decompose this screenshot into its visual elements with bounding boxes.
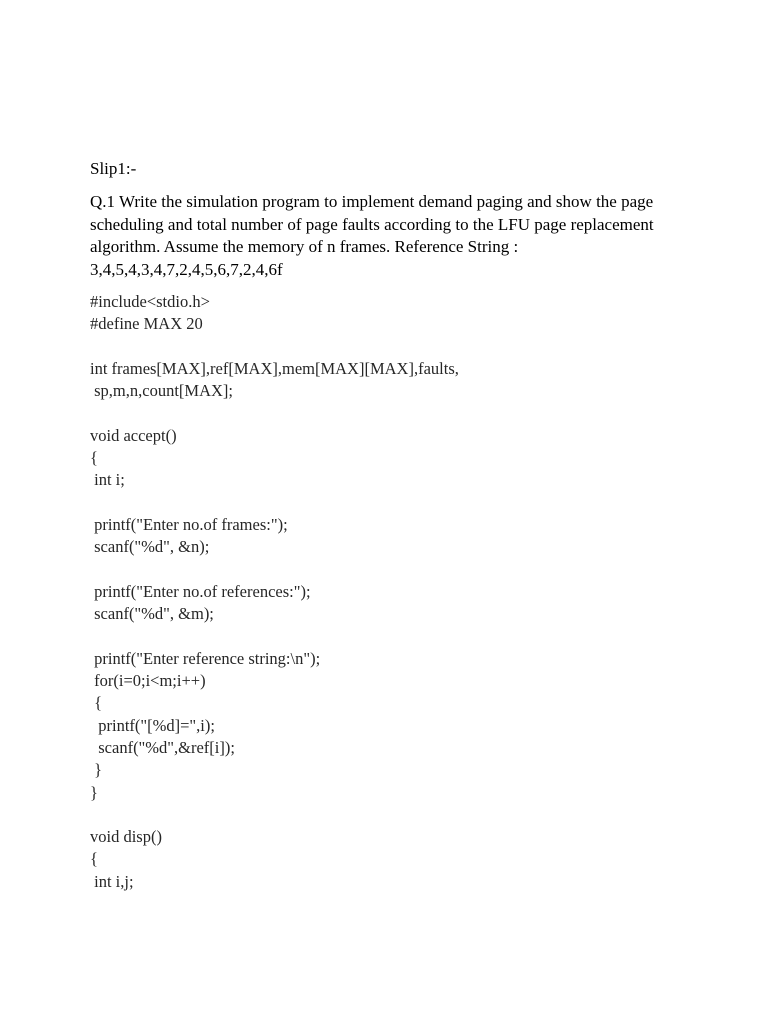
code-line: int i;: [90, 470, 125, 490]
code-line: [90, 625, 459, 647]
code-line: {: [90, 693, 103, 713]
code-line: printf("[%d]=",i);: [90, 715, 215, 735]
code-line: [90, 402, 459, 424]
code-line: printf("Enter reference string:\n");: [90, 648, 321, 668]
code-block: [90, 291, 459, 893]
code-line: scanf("%d", &n);: [90, 537, 210, 557]
code-line: printf("Enter no.of references:");: [90, 581, 311, 601]
code-line: }: [90, 782, 98, 802]
code-line: int i,j;: [90, 871, 134, 891]
question-line: Q.1 Write the simulation program to implement demand paging and show the page: [90, 192, 654, 211]
question-text: [90, 191, 690, 281]
code-line: int frames[MAX],ref[MAX],mem[MAX][MAX],faults,: [90, 358, 459, 378]
code-line: for(i=0;i<m;i++): [90, 671, 206, 691]
code-line: #include<stdio.h>: [90, 292, 210, 311]
code-line: void accept(): [90, 425, 177, 445]
question-line: scheduling and total number of page faults according to the LFU page replacement: [90, 214, 654, 234]
code-line: [90, 804, 459, 826]
code-line: #define MAX 20: [90, 314, 203, 334]
code-line: sp,m,n,count[MAX];: [90, 381, 233, 401]
code-line: {: [90, 849, 98, 869]
question-line: algorithm. Assume the memory of n frames. Reference String :: [90, 237, 519, 256]
code-line: {: [90, 448, 98, 468]
code-line: }: [90, 760, 103, 780]
code-line: scanf("%d",&ref[i]);: [90, 737, 235, 757]
slip-heading: Slip1:-: [90, 159, 137, 178]
code-line: scanf("%d", &m);: [90, 604, 214, 624]
code-line: [90, 336, 459, 358]
code-line: printf("Enter no.of frames:");: [90, 514, 288, 534]
code-line: void disp(): [90, 827, 162, 847]
reference-string-line: 3,4,5,4,3,4,7,2,4,5,6,7,2,4,6f: [90, 259, 283, 279]
code-line: [90, 492, 459, 514]
code-line: [90, 559, 459, 581]
